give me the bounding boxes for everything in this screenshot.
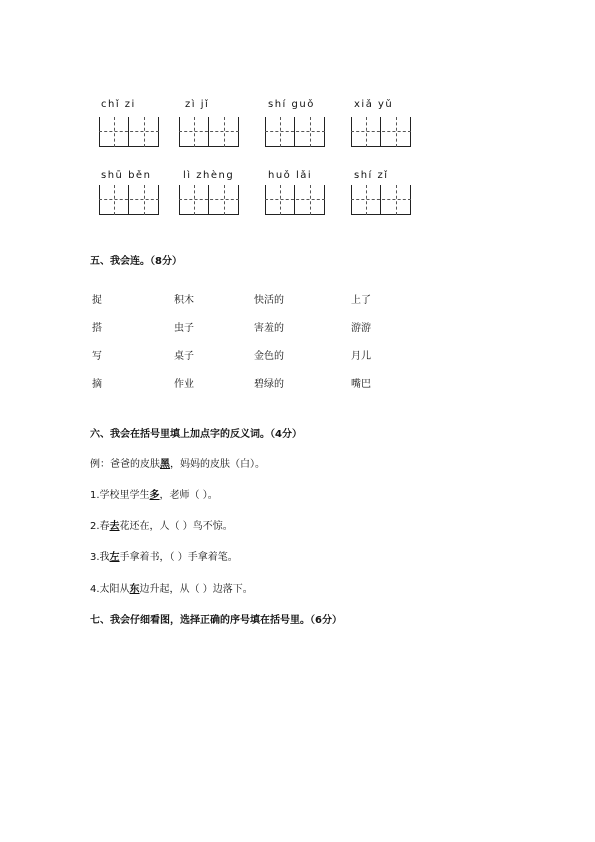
emphasized-char: 去	[109, 521, 120, 532]
line-text: ，妈妈的皮肤（白）。	[170, 459, 265, 470]
question-line[interactable]	[90, 580, 253, 595]
tianzige-grid	[179, 185, 239, 215]
match-word[interactable]: 桌子	[174, 351, 194, 362]
match-word[interactable]: 摘	[92, 379, 102, 390]
section-7-title: 七、我会仔细看图，选择正确的序号填在括号里。（6分）	[90, 615, 342, 626]
tianzige-grid	[99, 185, 159, 215]
match-word[interactable]: 嘴巴	[351, 379, 371, 390]
emphasized-char: 多	[149, 490, 160, 501]
line-text: 花还在，人（ ）鸟不惊。	[119, 521, 233, 532]
match-word[interactable]: 碧绿的	[254, 379, 284, 390]
emphasized-char: 左	[109, 552, 120, 563]
match-word[interactable]: 捉	[92, 295, 102, 306]
tianzige-grid	[99, 117, 159, 147]
emphasized-char: 东	[129, 584, 140, 595]
match-word[interactable]: 积木	[174, 295, 194, 306]
match-word[interactable]: 搭	[92, 323, 102, 334]
match-word[interactable]: 作业	[174, 379, 194, 390]
pinyin-label: lì zhèng	[183, 170, 235, 181]
question-line[interactable]	[90, 548, 238, 563]
pinyin-label: shū běn	[101, 170, 152, 181]
match-word[interactable]: 游游	[351, 323, 371, 334]
pinyin-label: chǐ zi	[101, 99, 136, 110]
emphasized-char: 黑	[160, 459, 170, 470]
line-text: 2.春	[90, 521, 110, 532]
line-text: 例：爸爸的皮肤	[90, 459, 160, 470]
line-text: 1.学校里学生	[90, 490, 150, 501]
match-word[interactable]: 金色的	[254, 351, 284, 362]
line-text: 3.我	[90, 552, 110, 563]
match-word[interactable]: 害羞的	[254, 323, 284, 334]
line-text: 边升起，从（ ）边落下。	[139, 584, 253, 595]
tianzige-grid	[179, 117, 239, 147]
tianzige-grid	[351, 185, 411, 215]
pinyin-label: huǒ lǎi	[268, 170, 313, 181]
pinyin-label: shí guǒ	[268, 99, 315, 110]
section-5-title: 五、我会连。（8分）	[90, 256, 182, 267]
question-line[interactable]	[90, 517, 233, 532]
pinyin-label: zì jǐ	[185, 99, 210, 110]
match-word[interactable]: 月儿	[351, 351, 371, 362]
line-text: 手拿着书，（ ）手拿着笔。	[119, 552, 238, 563]
pinyin-label: shí zǐ	[354, 170, 389, 181]
tianzige-grid	[265, 117, 325, 147]
match-word[interactable]: 虫子	[174, 323, 194, 334]
section-6-title: 六、我会在括号里填上加点字的反义词。（4分）	[90, 429, 302, 440]
tianzige-grid	[351, 117, 411, 147]
match-word[interactable]: 上了	[351, 295, 371, 306]
match-word[interactable]: 写	[92, 351, 102, 362]
line-text: 4.太阳从	[90, 584, 130, 595]
line-text: ，老师（ ）。	[159, 490, 218, 501]
example-line	[90, 455, 265, 470]
tianzige-grid	[265, 185, 325, 215]
question-line[interactable]	[90, 486, 218, 501]
pinyin-label: xiǎ yǔ	[354, 99, 394, 110]
match-word[interactable]: 快活的	[254, 295, 284, 306]
